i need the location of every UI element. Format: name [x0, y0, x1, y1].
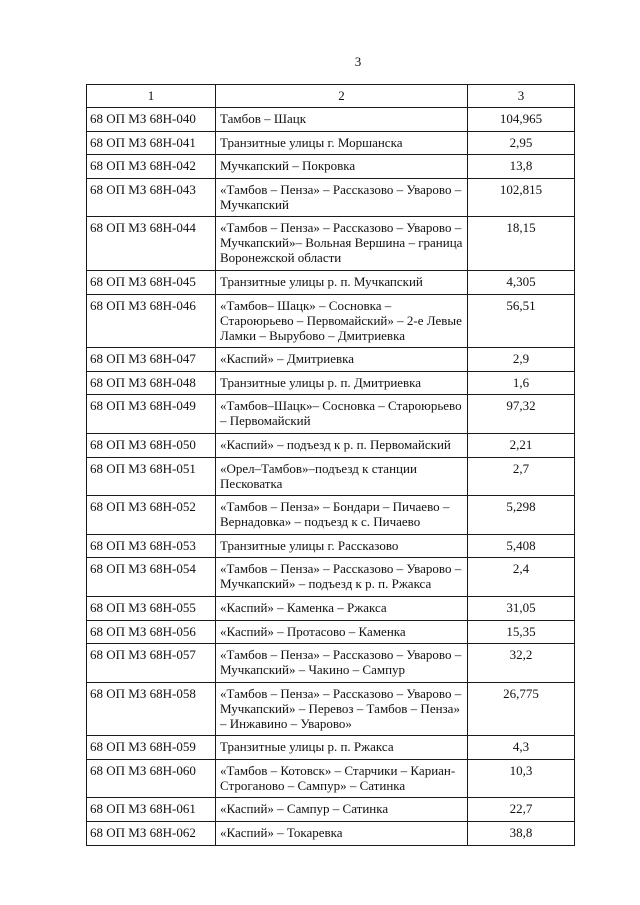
table-row — [87, 822, 575, 846]
road-length-cell: 4,3 — [468, 736, 575, 760]
table-row — [87, 620, 575, 644]
road-length-cell: 1,6 — [468, 371, 575, 395]
road-name-line: Мучкапский» – Чакино – Сампур — [220, 662, 406, 678]
road-name-cell — [216, 155, 468, 179]
road-name-line: Транзитные улицы р. п. Мучкапский — [220, 273, 423, 289]
road-length-cell: 5,408 — [468, 534, 575, 558]
road-name-cell — [216, 682, 468, 736]
column-header-2: 2 — [216, 85, 468, 108]
road-name-cell — [216, 759, 468, 798]
road-name-cell — [216, 620, 468, 644]
road-name-line: «Каспий» – подъезд к р. п. Первомайский — [220, 436, 451, 452]
road-code-cell: 68 ОП МЗ 68Н-061 — [87, 798, 216, 822]
table-row — [87, 433, 575, 457]
road-length-cell: 22,7 — [468, 798, 575, 822]
table-row — [87, 682, 575, 736]
road-name-cell — [216, 217, 468, 271]
road-length-cell: 2,9 — [468, 348, 575, 372]
table-row — [87, 644, 575, 683]
road-length-cell: 102,815 — [468, 178, 575, 217]
table-row — [87, 108, 575, 132]
roads-table — [86, 84, 575, 846]
road-name-cell — [216, 457, 468, 496]
road-name-cell — [216, 348, 468, 372]
road-name-line: «Каспий» – Токаревка — [220, 825, 343, 841]
road-name-cell — [216, 108, 468, 132]
road-name-line: Транзитные улицы г. Моршанска — [220, 134, 403, 150]
road-name-line: Мучкапский — [220, 196, 289, 212]
road-name-line: Вернадовка» – подъезд к с. Пичаево — [220, 514, 421, 530]
road-length-cell: 2,95 — [468, 131, 575, 155]
table-row — [87, 457, 575, 496]
road-name-line: Транзитные улицы г. Рассказово — [220, 537, 399, 553]
road-name-line: «Тамбов – Котовск» – Старчики – Кариан- — [220, 762, 456, 778]
road-name-line: – Первомайский — [220, 413, 311, 429]
road-code-cell: 68 ОП МЗ 68Н-062 — [87, 822, 216, 846]
road-code-cell: 68 ОП МЗ 68Н-046 — [87, 294, 216, 348]
road-code-cell: 68 ОП МЗ 68Н-057 — [87, 644, 216, 683]
road-length-cell: 38,8 — [468, 822, 575, 846]
road-name-cell — [216, 371, 468, 395]
road-length-cell: 10,3 — [468, 759, 575, 798]
road-name-line: «Тамбов – Пенза» – Рассказово – Уварово – — [220, 181, 462, 197]
road-length-cell: 56,51 — [468, 294, 575, 348]
road-length-cell: 5,298 — [468, 496, 575, 535]
table-row — [87, 348, 575, 372]
road-name-line: «Тамбов – Пенза» – Бондари – Пичаево – — [220, 499, 450, 515]
road-name-cell — [216, 270, 468, 294]
road-code-cell: 68 ОП МЗ 68Н-044 — [87, 217, 216, 271]
table-row — [87, 270, 575, 294]
road-name-cell — [216, 534, 468, 558]
road-name-cell — [216, 798, 468, 822]
road-name-line: Староюрьево – Первомайский» – 2-е Левые — [220, 312, 462, 328]
road-code-cell: 68 ОП МЗ 68Н-048 — [87, 371, 216, 395]
road-name-line: «Орел–Тамбов»–подъезд к станции — [220, 460, 417, 476]
road-name-cell — [216, 294, 468, 348]
road-name-line: «Каспий» – Дмитриевка — [220, 351, 355, 367]
road-name-line: «Тамбов – Пенза» – Рассказово – Уварово – — [220, 561, 462, 577]
road-name-cell — [216, 736, 468, 760]
column-header-1: 1 — [87, 85, 216, 108]
road-code-cell: 68 ОП МЗ 68Н-054 — [87, 558, 216, 597]
road-code-cell: 68 ОП МЗ 68Н-055 — [87, 596, 216, 620]
table-row — [87, 534, 575, 558]
road-name-cell — [216, 644, 468, 683]
table-row — [87, 155, 575, 179]
road-length-cell: 31,05 — [468, 596, 575, 620]
header-row — [87, 85, 575, 108]
table-row — [87, 131, 575, 155]
road-name-cell — [216, 596, 468, 620]
table-row — [87, 217, 575, 271]
road-length-cell: 18,15 — [468, 217, 575, 271]
road-name-line: Мучкапский»– Вольная Вершина – граница — [220, 235, 463, 251]
column-header-3: 3 — [468, 85, 575, 108]
road-name-cell — [216, 178, 468, 217]
road-code-cell: 68 ОП МЗ 68Н-049 — [87, 395, 216, 434]
road-length-cell: 13,8 — [468, 155, 575, 179]
road-name-line: Мучкапский – Покровка — [220, 158, 356, 174]
road-name-line: Транзитные улицы р. п. Ржакса — [220, 739, 394, 755]
road-name-line: Тамбов – Шацк — [220, 111, 307, 126]
road-code-cell: 68 ОП МЗ 68Н-047 — [87, 348, 216, 372]
road-name-line: Мучкапский» – Перевоз – Тамбов – Пенза» — [220, 700, 460, 716]
road-length-cell: 26,775 — [468, 682, 575, 736]
table-row — [87, 558, 575, 597]
table-body — [87, 108, 575, 846]
table-header — [87, 85, 575, 108]
road-name-line: Транзитные улицы р. п. Дмитриевка — [220, 374, 422, 390]
table-row — [87, 395, 575, 434]
road-name-cell — [216, 395, 468, 434]
road-name-line: «Тамбов – Пенза» – Рассказово – Уварово – — [220, 220, 462, 236]
road-code-cell: 68 ОП МЗ 68Н-059 — [87, 736, 216, 760]
road-code-cell: 68 ОП МЗ 68Н-060 — [87, 759, 216, 798]
road-length-cell: 4,305 — [468, 270, 575, 294]
page-number: 3 — [354, 54, 362, 69]
road-name-line: «Каспий» – Сампур – Сатинка — [220, 801, 389, 817]
road-name-line: «Каспий» – Каменка – Ржакса — [220, 599, 387, 615]
road-length-cell: 2,21 — [468, 433, 575, 457]
road-code-cell: 68 ОП МЗ 68Н-050 — [87, 433, 216, 457]
road-code-cell: 68 ОП МЗ 68Н-052 — [87, 496, 216, 535]
road-name-line: Мучкапский» – подъезд к р. п. Ржакса — [220, 576, 432, 592]
road-name-line: Ламки – Вырубово – Дмитриевка — [220, 327, 405, 343]
road-name-line: «Каспий» – Протасово – Каменка — [220, 623, 406, 639]
table-row — [87, 294, 575, 348]
road-name-line: «Тамбов– Шацк» – Сосновка – — [220, 297, 392, 313]
road-name-line: «Тамбов – Пенза» – Рассказово – Уварово – — [220, 685, 462, 701]
road-code-cell: 68 ОП МЗ 68Н-058 — [87, 682, 216, 736]
road-name-line: – Инжавино – Уварово» — [220, 715, 352, 731]
table-row — [87, 178, 575, 217]
road-name-cell — [216, 433, 468, 457]
road-name-cell — [216, 822, 468, 846]
road-length-cell: 97,32 — [468, 395, 575, 434]
road-code-cell: 68 ОП МЗ 68Н-040 — [87, 108, 216, 132]
table-row — [87, 759, 575, 798]
road-length-cell: 32,2 — [468, 644, 575, 683]
road-code-cell: 68 ОП МЗ 68Н-042 — [87, 155, 216, 179]
table-row — [87, 496, 575, 535]
road-name-cell — [216, 496, 468, 535]
road-name-line: Воронежской области — [220, 250, 342, 266]
road-length-cell: 2,4 — [468, 558, 575, 597]
road-name-line: Строганово – Сампур» – Сатинка — [220, 777, 406, 793]
road-name-line: «Тамбов–Шацк»– Сосновка – Староюрьево — [220, 398, 462, 414]
road-length-cell: 104,965 — [468, 108, 575, 132]
road-length-cell: 2,7 — [468, 457, 575, 496]
road-code-cell: 68 ОП МЗ 68Н-056 — [87, 620, 216, 644]
road-name-cell — [216, 558, 468, 597]
table-row — [87, 596, 575, 620]
road-code-cell: 68 ОП МЗ 68Н-045 — [87, 270, 216, 294]
table-row — [87, 736, 575, 760]
road-length-cell: 15,35 — [468, 620, 575, 644]
table-row — [87, 371, 575, 395]
road-code-cell: 68 ОП МЗ 68Н-041 — [87, 131, 216, 155]
road-name-line: «Тамбов – Пенза» – Рассказово – Уварово – — [220, 647, 462, 663]
road-code-cell: 68 ОП МЗ 68Н-043 — [87, 178, 216, 217]
road-code-cell: 68 ОП МЗ 68Н-053 — [87, 534, 216, 558]
road-code-cell: 68 ОП МЗ 68Н-051 — [87, 457, 216, 496]
road-name-line: Песковатка — [220, 475, 283, 491]
table-row — [87, 798, 575, 822]
road-name-cell — [216, 131, 468, 155]
